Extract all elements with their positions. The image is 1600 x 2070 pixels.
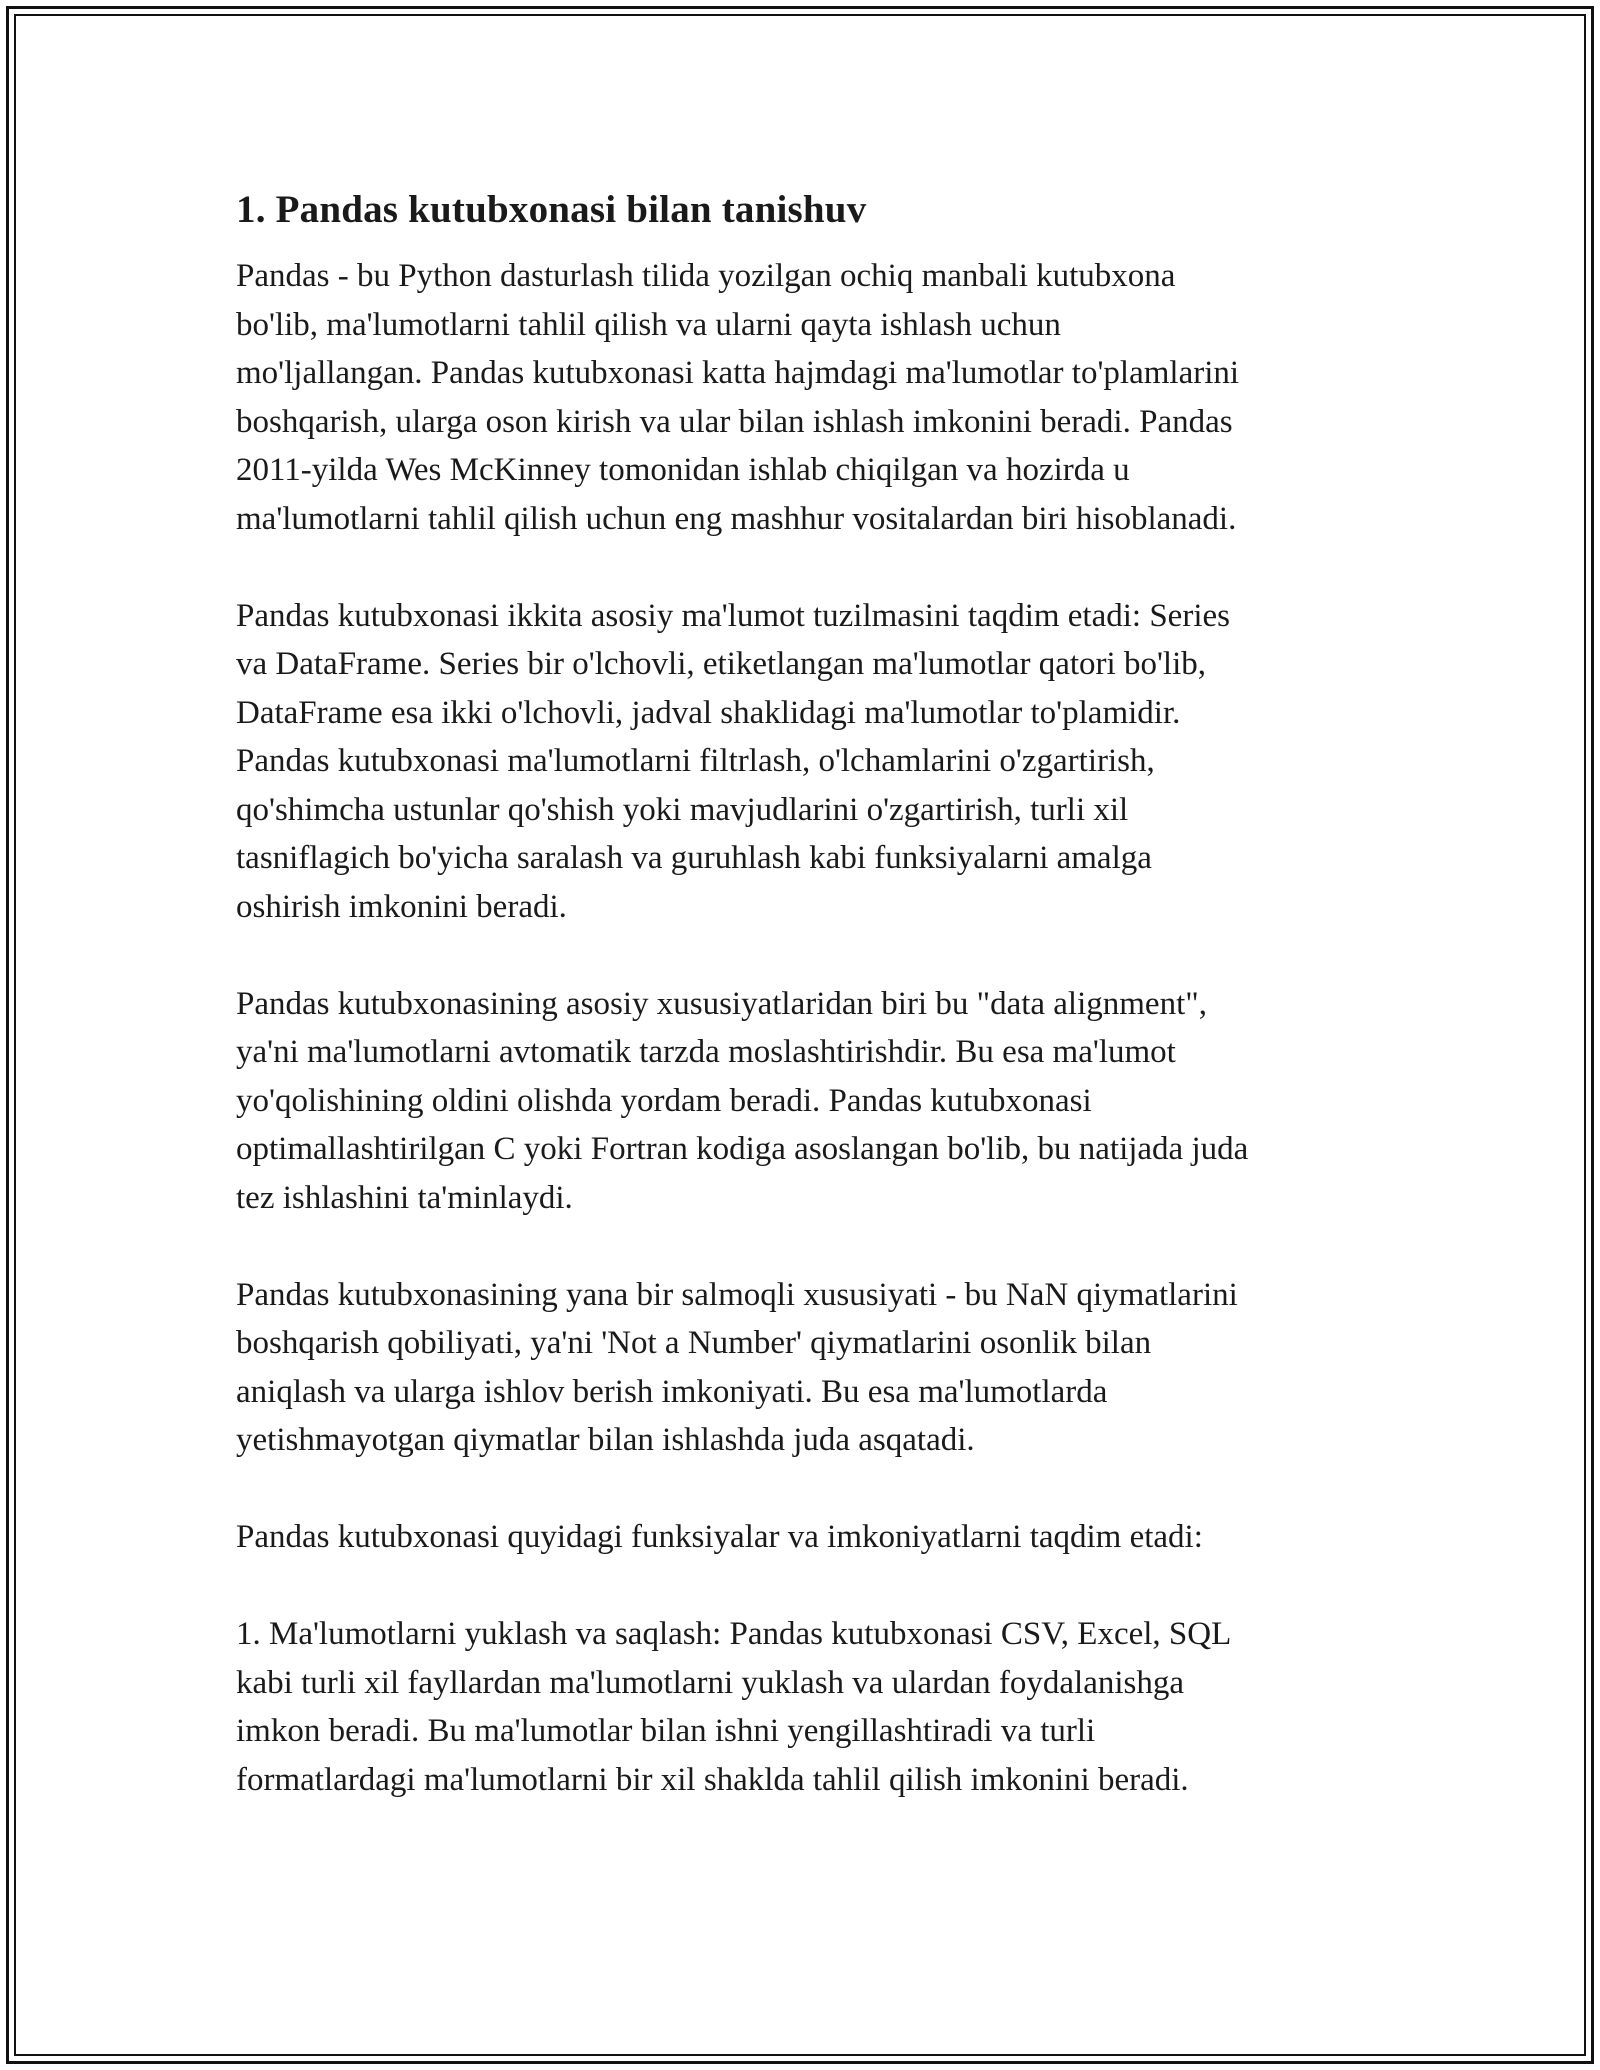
document-body: [236, 186, 1376, 1853]
list-item-loading-saving: 1. Ma'lumotlarni yuklash va saqlash: Pandas kutubxonasi CSV, Excel, SQL kabi turli xil fayllardan ma'lumotlarni yuklash va ulardan foydalanishga imkon beradi. Bu ma'lumotlar bilan ishni yengillashtiradi va turli formatlardagi ma'lumotlarni bir xil shaklda tahlil qilish imkonini beradi.: [236, 1616, 1232, 1798]
paragraph-data-structures: Pandas kutubxonasi ikkita asosiy ma'lumot tuzilmasini taqdim etadi: Series va DataFrame. Series bir o'lchovli, etiketlangan ma'lumotlar qatori bo'lib, DataFrame esa ikki o'lchovli, jadval shaklidagi ma'lumotlar to'plamidir. Pandas kutubxonasi ma'lumotlarni filtrlash, o'lchamlarini o'zgartirish, qo'shimcha ustunlar qo'shish yoki mavjudlarini o'zgartirish, turli xil tasniflagich bo'yicha saralash va guruhlash kabi funksiyalarni amalga oshirish imkonini beradi.: [236, 597, 1230, 925]
section-title: 1. Pandas kutubxonasi bilan tanishuv: [236, 188, 867, 231]
paragraph-intro: Pandas - bu Python dasturlash tilida yozilgan ochiq manbali kutubxona bo'lib, ma'lumotlarni tahlil qilish va ularni qayta ishlash uchun mo'ljallangan. Pandas kutubxonasi katta hajmdagi ma'lumotlar to'plamlarini boshqarish, ularga oson kirish va ular bilan ishlash imkonini beradi. Pandas 2011-yilda Wes McKinney tomonidan ishlab chiqilgan va hozirda u ma'lumotlarni tahlil qilish uchun eng mashhur vositalardan biri hisoblanadi.: [236, 258, 1240, 537]
paragraph-features-intro: Pandas kutubxonasi quyidagi funksiyalar va imkoniyatlarni taqdim etadi:: [236, 1519, 1203, 1555]
paragraph-data-alignment: Pandas kutubxonasining asosiy xususiyatlaridan biri bu "data alignment", ya'ni ma'lumotlarni avtomatik tarzda moslashtirishdir. Bu esa ma'lumot yo'qolishining oldini olishda yordam beradi. Pandas kutubxonasi optimallashtirilgan C yoki Fortran kodiga asoslangan bo'lib, bu natijada juda tez ishlashini ta'minlaydi.: [236, 985, 1249, 1216]
paragraph-nan-handling: Pandas kutubxonasining yana bir salmoqli xususiyati - bu NaN qiymatlarini boshqarish qobiliyati, ya'ni 'Not a Number' qiymatlarini osonlik bilan aniqlash va ularga ishlov berish imkoniyati. Bu esa ma'lumotlarda yetishmayotgan qiymatlar bilan ishlashda juda asqatadi.: [236, 1276, 1238, 1458]
